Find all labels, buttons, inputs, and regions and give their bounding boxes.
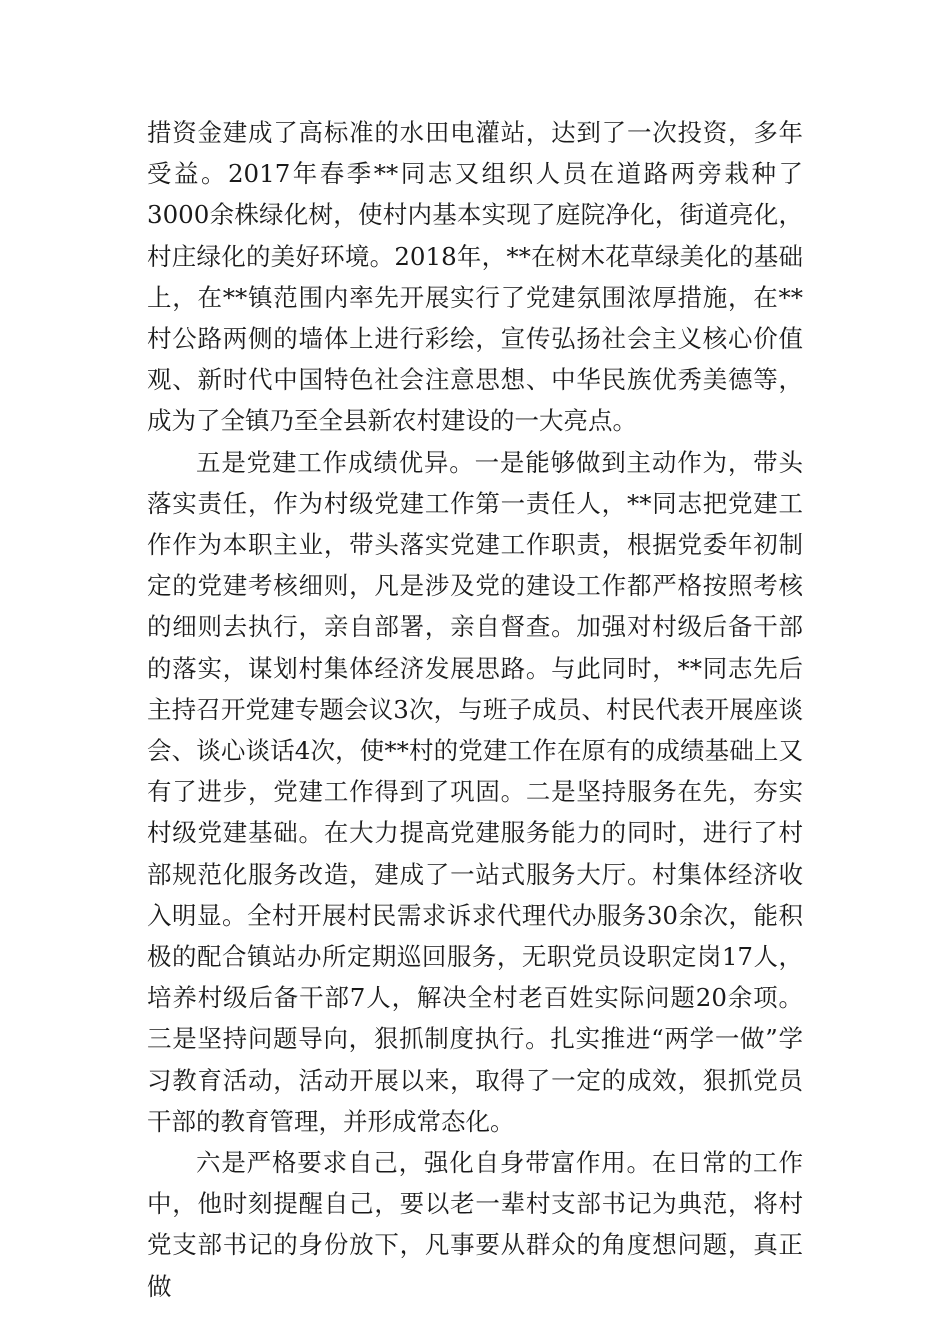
paragraph-3: 六是严格要求自己，强化自身带富作用。在日常的工作中，他时刻提醒自己，要以老一辈村支部书记为典范，将村党支部书记的身份放下，凡事要从群众的角度想问题，真正做 <box>147 1148 803 1301</box>
paragraph-1: 措资金建成了高标准的水田电灌站，达到了一次投资，多年受益。2017年春季**同志又组织人员在道路两旁栽种了3000余株绿化树，使村内基本实现了庭院净化，街道亮化，村庄绿化的美好环境。2018年，**在树木花草绿美化的基础上，在**镇范围内率先开展实行了党建氛围浓厚措施，在**村公路两侧的墙体上进行彩绘，宣传弘扬社会主义核心价值观、新时代中国特色社会注意思想、中华民族优秀美德等，成为了全镇乃至全县新农村建设的一大亮点。 <box>147 118 803 436</box>
paragraph-2: 五是党建工作成绩优异。一是能够做到主动作为，带头落实责任，作为村级党建工作第一责任人，**同志把党建工作作为本职主业，带头落实党建工作职责，根据党委年初制定的党建考核细则，凡是涉及党的建设工作都严格按照考核的细则去执行，亲自部署，亲自督查。加强对村级后备干部的落实，谋划村集体经济发展思路。与此同时，**同志先后主持召开党建专题会议3次，与班子成员、村民代表开展座谈会、谈心谈话4次，使**村的党建工作在原有的成绩基础上又有了进步，党建工作得到了巩固。二是坚持服务在先，夯实村级党建基础。在大力提高党建服务能力的同时，进行了村部规范化服务改造，建成了一站式服务大厅。村集体经济收入明显。全村开展村民需求诉求代理代办服务30余次，能积极的配合镇站办所定期巡回服务，无职党员设职定岗17人，培养村级后备干部7人，解决全村老百姓实际问题20余项。三是坚持问题导向，狠抓制度执行。扎实推进“两学一做”学习教育活动，活动开展以来，取得了一定的成效，狠抓党员干部的教育管理，并形成常态化。 <box>147 447 803 1136</box>
document-body <box>147 112 803 1307</box>
